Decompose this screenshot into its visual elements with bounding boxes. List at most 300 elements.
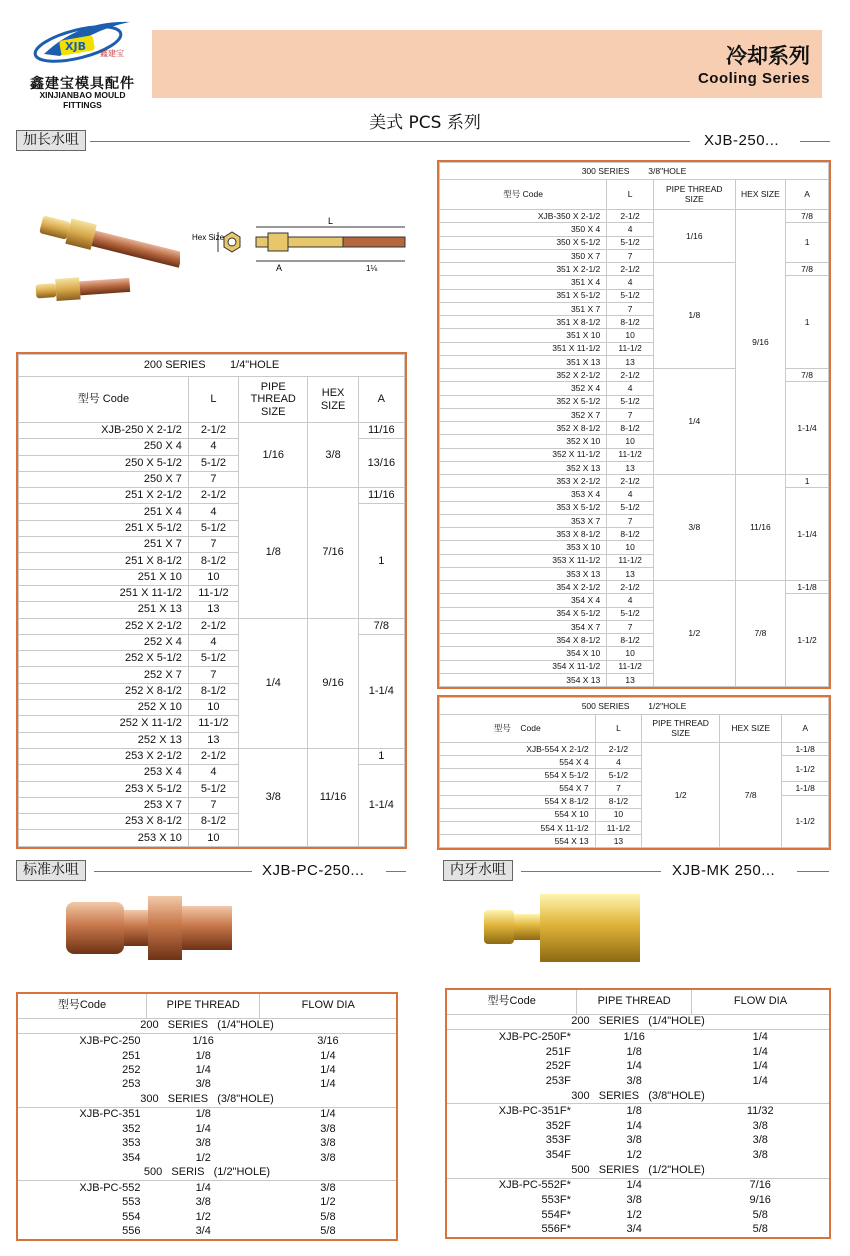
section-label-female: 内牙水咀 <box>443 860 513 881</box>
series-heading: 200 SERIES (1/4"HOLE) <box>18 1018 396 1034</box>
model-code: 554 X 4 <box>440 756 596 769</box>
hex-size: 9/16 <box>735 210 786 475</box>
flow-dia: 1/4 <box>320 1108 336 1121</box>
flow-dia: 5/8 <box>752 1208 768 1221</box>
pipe-thread-size: 1/2 <box>642 743 720 848</box>
pipe-thread-size: 1/8 <box>239 488 308 618</box>
table-header-row <box>19 377 405 423</box>
a-value: 1-1/2 <box>782 795 829 848</box>
model-code: 353 X 13 <box>440 567 607 580</box>
column-header: PIPE THREAD SIZE <box>642 715 720 743</box>
model-code: 353 <box>122 1137 141 1150</box>
column-header: PIPE THREAD SIZE <box>239 377 308 423</box>
standard-nozzle-photo <box>60 888 240 968</box>
a-value: 7/8 <box>358 618 404 634</box>
table-row <box>447 1045 829 1060</box>
table-row <box>19 423 405 439</box>
column-header: L <box>607 180 654 210</box>
length-value: 2-1/2 <box>607 581 654 594</box>
length-value: 11-1/2 <box>188 585 238 601</box>
model-code: 252 X 2-1/2 <box>19 618 189 634</box>
section-code-standard: XJB-PC-250... <box>262 862 365 879</box>
pipe-thread: 1/4 <box>626 1119 642 1132</box>
table-caption-row <box>440 698 829 715</box>
length-value: 7 <box>607 408 654 421</box>
model-code: 351 X 10 <box>440 329 607 342</box>
length-value: 8-1/2 <box>607 316 654 329</box>
table-row <box>447 1193 829 1208</box>
length-value: 8-1/2 <box>607 422 654 435</box>
model-code: 252 X 10 <box>19 700 189 716</box>
length-value: 10 <box>188 700 238 716</box>
a-value: 7/8 <box>786 210 829 223</box>
model-code: 253 X 7 <box>19 797 189 813</box>
flow-dia: 1/4 <box>320 1063 336 1076</box>
pipe-thread: 1/4 <box>626 1060 642 1073</box>
column-header: 型号 Code <box>440 715 596 743</box>
a-value: 13/16 <box>358 439 404 488</box>
hex-size: 11/16 <box>735 475 786 581</box>
flow-dia: 1/4 <box>752 1060 768 1073</box>
column-header: 型号 Code <box>440 180 607 210</box>
pipe-thread: 3/4 <box>195 1225 211 1238</box>
pipe-thread: 1/2 <box>626 1208 642 1221</box>
length-value: 5-1/2 <box>607 395 654 408</box>
pipe-thread: 3/4 <box>626 1223 642 1236</box>
section-label-extended: 加长水咀 <box>16 130 86 151</box>
hex-size: 7/16 <box>308 488 358 618</box>
series-heading: 500 SERIES (1/2"HOLE) <box>447 1163 829 1178</box>
flow-dia: 7/16 <box>749 1179 771 1192</box>
length-value: 5-1/2 <box>188 520 238 536</box>
model-code: 352 X 2-1/2 <box>440 369 607 382</box>
series-heading-row <box>447 1163 829 1178</box>
column-header: PIPE THREAD <box>147 994 260 1018</box>
flow-dia: 1/4 <box>320 1049 336 1062</box>
length-value: 4 <box>188 765 238 781</box>
length-value: 7 <box>188 797 238 813</box>
model-code: 251 X 5-1/2 <box>19 520 189 536</box>
table-row <box>440 475 829 488</box>
a-value: 11/16 <box>358 488 404 504</box>
series-heading-row <box>18 1166 396 1181</box>
flow-dia: 3/8 <box>320 1151 336 1164</box>
model-code: 350 X 7 <box>440 249 607 262</box>
model-code: 353 X 5-1/2 <box>440 501 607 514</box>
model-code: 352 <box>122 1122 141 1135</box>
series-heading-row <box>447 1014 829 1030</box>
model-code: XJB-PC-250F* <box>498 1031 571 1044</box>
table-row <box>447 1178 829 1193</box>
length-value: 7 <box>607 302 654 315</box>
model-code: 554F* <box>541 1208 571 1221</box>
svg-text:A: A <box>276 263 283 273</box>
model-code: 251 X 4 <box>19 504 189 520</box>
length-value: 7 <box>607 249 654 262</box>
flow-dia: 3/8 <box>752 1149 768 1162</box>
model-code: XJB-554 X 2-1/2 <box>440 743 596 756</box>
flow-dia: 3/8 <box>752 1134 768 1147</box>
svg-text:1⅛: 1⅛ <box>366 264 378 273</box>
model-code: 352 X 11-1/2 <box>440 448 607 461</box>
pipe-thread-size: 1/4 <box>653 369 735 475</box>
section-divider <box>90 141 690 142</box>
table-500-series <box>437 695 831 850</box>
model-code: 253 X 5-1/2 <box>19 781 189 797</box>
series-heading: 200 SERIES (1/4"HOLE) <box>447 1014 829 1030</box>
length-value: 11-1/2 <box>595 821 642 834</box>
pipe-thread-size: 1/16 <box>239 423 308 488</box>
column-header: A <box>358 377 404 423</box>
model-code: 353 X 10 <box>440 541 607 554</box>
table-row <box>18 1196 396 1210</box>
svg-text:XJB: XJB <box>65 40 86 53</box>
model-code: 352 X 13 <box>440 461 607 474</box>
pipe-thread: 1/8 <box>626 1045 642 1058</box>
table-row <box>18 1225 396 1240</box>
hex-size: 7/8 <box>720 743 782 848</box>
a-value: 1-1/4 <box>358 765 404 847</box>
model-code: 352 X 5-1/2 <box>440 395 607 408</box>
model-code: 353 X 8-1/2 <box>440 528 607 541</box>
model-code: 354F <box>545 1149 571 1162</box>
model-code: 554 X 8-1/2 <box>440 795 596 808</box>
pipe-thread: 1/4 <box>195 1181 211 1194</box>
table-row <box>447 1222 829 1237</box>
flow-dia: 1/4 <box>752 1031 768 1044</box>
section-divider <box>797 871 829 872</box>
a-value: 1-1/8 <box>786 581 829 594</box>
a-value: 1-1/2 <box>786 594 829 687</box>
company-name-zh: 鑫建宝模具配件 <box>30 76 135 92</box>
length-value: 5-1/2 <box>607 501 654 514</box>
pipe-thread: 3/8 <box>195 1078 211 1091</box>
pipe-thread: 1/8 <box>195 1049 211 1062</box>
table-row <box>447 1074 829 1089</box>
model-code: 352 X 8-1/2 <box>440 422 607 435</box>
pipe-thread-size: 1/8 <box>653 263 735 369</box>
length-value: 8-1/2 <box>188 553 238 569</box>
length-value: 7 <box>595 782 642 795</box>
table-row <box>447 1104 829 1119</box>
length-value: 13 <box>607 673 654 686</box>
female-nozzle-photo <box>480 888 650 968</box>
column-header: PIPE THREAD <box>577 990 692 1014</box>
series-heading: 500 SERIS (1/2"HOLE) <box>18 1166 396 1181</box>
model-code: 250 X 4 <box>19 439 189 455</box>
table-row <box>447 1134 829 1149</box>
flow-dia: 5/8 <box>320 1210 336 1223</box>
flow-dia: 11/32 <box>746 1105 774 1118</box>
model-code: 351 X 4 <box>440 276 607 289</box>
model-code: 251 X 8-1/2 <box>19 553 189 569</box>
model-code: XJB-PC-552F* <box>498 1179 571 1192</box>
length-value: 11-1/2 <box>607 660 654 673</box>
length-value: 10 <box>188 569 238 585</box>
table-caption-row <box>19 355 405 377</box>
length-value: 5-1/2 <box>188 651 238 667</box>
model-code: 252 X 11-1/2 <box>19 716 189 732</box>
model-code: 354 X 7 <box>440 620 607 633</box>
flow-dia: 5/8 <box>320 1225 336 1238</box>
column-header: 型号 Code <box>19 377 189 423</box>
length-value: 5-1/2 <box>188 781 238 797</box>
length-value: 5-1/2 <box>607 289 654 302</box>
a-value: 7/8 <box>786 263 829 276</box>
model-code: 353F <box>545 1134 571 1147</box>
model-code: 251 X 2-1/2 <box>19 488 189 504</box>
section-code-female: XJB-MK 250... <box>672 862 776 879</box>
length-value: 2-1/2 <box>188 423 238 439</box>
length-value: 10 <box>188 830 238 847</box>
model-code: 252 X 4 <box>19 634 189 650</box>
pipe-thread: 3/8 <box>626 1134 642 1147</box>
model-code: 251 X 13 <box>19 602 189 618</box>
length-value: 11-1/2 <box>607 554 654 567</box>
table-header-row <box>18 994 396 1018</box>
pipe-thread: 3/8 <box>195 1196 211 1209</box>
length-value: 2-1/2 <box>607 369 654 382</box>
model-code: 253 X 10 <box>19 830 189 847</box>
section-divider <box>386 871 406 872</box>
model-code: XJB-PC-250 <box>79 1035 141 1048</box>
flow-dia: 9/16 <box>749 1194 771 1207</box>
series-heading-row <box>18 1092 396 1107</box>
pipe-thread: 3/8 <box>626 1194 642 1207</box>
model-code: 352 X 4 <box>440 382 607 395</box>
model-code: 354 X 2-1/2 <box>440 581 607 594</box>
table-row <box>18 1107 396 1122</box>
section-code-extended: XJB-250... <box>704 132 780 149</box>
model-code: 352 X 10 <box>440 435 607 448</box>
a-value: 1-1/4 <box>358 634 404 748</box>
series-heading-row <box>447 1089 829 1104</box>
page-title: 美式 PCS 系列 <box>369 113 481 133</box>
pipe-thread: 1/4 <box>626 1179 642 1192</box>
length-value: 7 <box>607 620 654 633</box>
flow-dia: 1/4 <box>752 1045 768 1058</box>
table-caption: 200 SERIES 1/4"HOLE <box>19 355 405 377</box>
model-code: 554 X 13 <box>440 834 596 847</box>
table-caption: 500 SERIES 1/2"HOLE <box>440 698 829 715</box>
flow-dia: 3/8 <box>320 1181 336 1194</box>
table-row <box>18 1210 396 1224</box>
company-name-en: XINJIANBAO MOULD FITTINGS <box>39 90 126 110</box>
length-value: 5-1/2 <box>595 769 642 782</box>
flow-dia: 3/8 <box>320 1122 336 1135</box>
length-value: 7 <box>188 471 238 487</box>
length-value: 4 <box>607 276 654 289</box>
length-value: 8-1/2 <box>188 683 238 699</box>
length-value: 11-1/2 <box>188 716 238 732</box>
model-code: 253 X 8-1/2 <box>19 814 189 830</box>
series-title-zh: 冷却系列 <box>726 44 810 68</box>
table-row <box>440 210 829 223</box>
table-row <box>447 1148 829 1163</box>
table-row <box>447 1119 829 1134</box>
length-value: 10 <box>607 541 654 554</box>
series-title-en: Cooling Series <box>697 70 810 87</box>
model-code: 253 <box>122 1078 141 1091</box>
table-header-row <box>447 990 829 1014</box>
model-code: XJB-350 X 2-1/2 <box>440 210 607 223</box>
model-code: 253 X 2-1/2 <box>19 748 189 764</box>
table-row <box>18 1137 396 1151</box>
model-code: 250 X 7 <box>19 471 189 487</box>
model-code: 351 X 2-1/2 <box>440 263 607 276</box>
pipe-thread: 1/8 <box>626 1105 642 1118</box>
model-code: 351 X 5-1/2 <box>440 289 607 302</box>
table-caption: 300 SERIES 3/8"HOLE <box>440 163 829 180</box>
a-value: 1-1/2 <box>782 756 829 782</box>
column-header: HEX SIZE <box>735 180 786 210</box>
flow-dia: 3/8 <box>752 1119 768 1132</box>
a-value: 1-1/8 <box>782 782 829 795</box>
table-row <box>440 581 829 594</box>
section-divider <box>800 141 830 142</box>
dimension-diagram <box>188 215 413 285</box>
table-row <box>18 1034 396 1049</box>
hex-size: 11/16 <box>308 748 358 846</box>
model-code: 251 <box>122 1049 141 1062</box>
model-code: 252 X 5-1/2 <box>19 651 189 667</box>
flow-dia: 3/8 <box>320 1137 336 1150</box>
model-code: 253F <box>545 1074 571 1087</box>
series-heading-row <box>18 1018 396 1034</box>
pipe-thread: 1/4 <box>195 1063 211 1076</box>
model-code: 351 X 7 <box>440 302 607 315</box>
flow-dia: 5/8 <box>752 1223 768 1236</box>
table-row <box>19 618 405 634</box>
length-value: 13 <box>607 355 654 368</box>
length-value: 4 <box>607 223 654 236</box>
model-code: 350 X 5-1/2 <box>440 236 607 249</box>
flow-dia: 1/4 <box>752 1074 768 1087</box>
model-code: 252 <box>122 1063 141 1076</box>
length-value: 11-1/2 <box>607 342 654 355</box>
a-value: 7/8 <box>786 369 829 382</box>
table-row <box>18 1049 396 1063</box>
model-code: 251 X 11-1/2 <box>19 585 189 601</box>
length-value: 10 <box>595 808 642 821</box>
a-value: 1-1/8 <box>782 743 829 756</box>
table-header-row <box>440 715 829 743</box>
hex-size: 3/8 <box>308 423 358 488</box>
length-value: 4 <box>607 382 654 395</box>
pipe-thread: 1/2 <box>195 1151 211 1164</box>
length-value: 11-1/2 <box>607 448 654 461</box>
model-code: 554 X 7 <box>440 782 596 795</box>
column-header: 型号Code <box>447 990 577 1014</box>
model-code: 252 X 7 <box>19 667 189 683</box>
length-value: 2-1/2 <box>188 618 238 634</box>
flow-dia: 3/16 <box>317 1035 339 1048</box>
a-value: 1 <box>786 276 829 369</box>
column-header: L <box>188 377 238 423</box>
model-code: 252 X 8-1/2 <box>19 683 189 699</box>
table-header-row <box>440 180 829 210</box>
extended-nozzle-photo <box>30 210 180 310</box>
model-code: 556F* <box>541 1223 571 1236</box>
model-code: 350 X 4 <box>440 223 607 236</box>
model-code: 352F <box>545 1119 571 1132</box>
length-value: 4 <box>188 504 238 520</box>
flow-dia: 1/2 <box>320 1196 336 1209</box>
model-code: 252F <box>545 1060 571 1073</box>
table-row <box>447 1030 829 1045</box>
model-code: 251 X 10 <box>19 569 189 585</box>
length-value: 2-1/2 <box>188 748 238 764</box>
column-header: FLOW DIA <box>260 994 396 1018</box>
table-row <box>447 1060 829 1075</box>
model-code: 252 X 13 <box>19 732 189 748</box>
length-value: 7 <box>607 514 654 527</box>
length-value: 2-1/2 <box>607 263 654 276</box>
length-value: 7 <box>188 667 238 683</box>
a-value: 1 <box>358 504 404 618</box>
flow-dia: 1/4 <box>320 1078 336 1091</box>
pipe-thread: 1/16 <box>623 1031 645 1044</box>
length-value: 10 <box>607 329 654 342</box>
model-code: 556 <box>122 1225 141 1238</box>
length-value: 4 <box>188 439 238 455</box>
length-value: 13 <box>607 567 654 580</box>
table-300-series <box>437 160 831 689</box>
a-value: 1 <box>786 223 829 263</box>
model-code: 253 X 4 <box>19 765 189 781</box>
a-value: 1-1/4 <box>786 382 829 475</box>
model-code: 354 X 13 <box>440 673 607 686</box>
column-header: HEX SIZE <box>308 377 358 423</box>
model-code: 554 <box>122 1210 141 1223</box>
model-code: XJB-PC-351 <box>79 1108 141 1121</box>
model-code: 251 X 7 <box>19 537 189 553</box>
table-row <box>18 1063 396 1077</box>
pipe-thread-size: 3/8 <box>239 748 308 846</box>
length-value: 13 <box>188 602 238 618</box>
model-code: 554 X 5-1/2 <box>440 769 596 782</box>
length-value: 7 <box>188 537 238 553</box>
length-value: 5-1/2 <box>607 607 654 620</box>
column-header: PIPE THREAD SIZE <box>653 180 735 210</box>
pipe-thread-size: 1/16 <box>653 210 735 263</box>
column-header: FLOW DIA <box>691 990 829 1014</box>
a-value: 1 <box>358 748 404 764</box>
pipe-thread: 3/8 <box>626 1074 642 1087</box>
a-value: 1-1/4 <box>786 488 829 581</box>
hex-size: 9/16 <box>308 618 358 748</box>
length-value: 2-1/2 <box>188 488 238 504</box>
length-value: 10 <box>607 435 654 448</box>
model-code: 354 <box>122 1151 141 1164</box>
length-value: 8-1/2 <box>607 634 654 647</box>
svg-text:L: L <box>328 216 334 226</box>
series-heading: 300 SERIES (3/8"HOLE) <box>18 1092 396 1107</box>
model-code: XJB-PC-351F* <box>498 1105 571 1118</box>
model-code: 354 X 4 <box>440 594 607 607</box>
column-header: A <box>782 715 829 743</box>
table-row <box>19 488 405 504</box>
table-mk-female <box>445 988 831 1239</box>
table-row <box>18 1181 396 1196</box>
pipe-thread-size: 3/8 <box>653 475 735 581</box>
model-code: 354 X 8-1/2 <box>440 634 607 647</box>
table-caption-row <box>440 163 829 180</box>
length-value: 8-1/2 <box>595 795 642 808</box>
model-code: 354 X 5-1/2 <box>440 607 607 620</box>
model-code: 351 X 13 <box>440 355 607 368</box>
length-value: 4 <box>188 634 238 650</box>
